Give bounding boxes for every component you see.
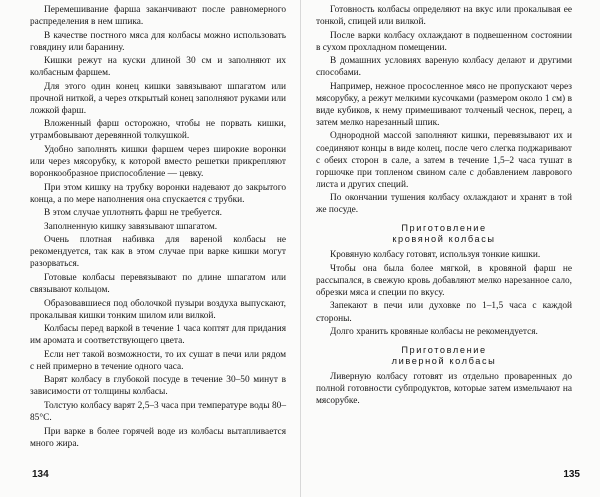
paragraph: Заполненную кишку завязывают шпагатом. bbox=[44, 221, 218, 232]
paragraph: Вложенный фарш осторожно, чтобы не порвать кишки, утрамбовывают деревянной толкушкой. bbox=[30, 119, 286, 142]
right-page bbox=[300, 0, 600, 497]
paragraph: Однородной массой заполняют кишки, перевязывают их и соединяют концы в виде колец, после чего слегка поджаривают с обеих сторон в сале, а затем в течение 1,5–2 часа тушат в горшочке при топленом свином сале с добавлением лаврового листа и других специй. bbox=[316, 131, 572, 190]
paragraph: Удобно заполнять кишки фаршем через широкие воронки или через мясорубку, к которой вместо решетки прикрепляют воронкообразное приспособление — цевку. bbox=[30, 145, 286, 180]
paragraph: При этом кишку на трубку воронки надевают до закрытого конца, а по мере наполнения она спускается с трубки. bbox=[30, 182, 286, 205]
right-text-column bbox=[316, 4, 572, 457]
paragraph: Перемешивание фарша заканчивают после равномерного распределения в нем шпика. bbox=[30, 5, 286, 28]
paragraph: Для этого один конец кишки завязывают шпагатом или прочной ниткой, а через открытый конец заполняют руками или ложкой фарш. bbox=[30, 81, 286, 116]
paragraph: После варки колбасу охлаждают в подвешенном состоянии в сухом прохладном помещении. bbox=[316, 30, 572, 53]
paragraph: Толстую колбасу варят 2,5–3 часа при температуре воды 80–85°С. bbox=[30, 400, 286, 423]
section-heading-liver-sausage: Приготовление bbox=[401, 345, 487, 356]
paragraph: Кишки режут на куски длиной 30 см и заполняют их колбасным фаршем. bbox=[30, 56, 286, 79]
paragraph: Готовность колбасы определяют на вкус или прокалывая ее тонкой, спицей или вилкой. bbox=[316, 5, 572, 28]
paragraph: В качестве постного мяса для колбасы можно использовать говядину или баранину. bbox=[30, 30, 286, 53]
paragraph: Например, нежное прососленное мясо не пропускают через мясорубку, а режут мелкими кусочками (размером около 1 см) в виде кубиков, к нему примешивают толченый чеснок, перец, а затем мелко нарезанный шпик. bbox=[316, 81, 572, 128]
paragraph: Кровяную колбасу готовят, используя тонкие кишки. bbox=[330, 250, 541, 261]
paragraph: Образовавшиеся под оболочкой пузыри воздуха выпускают, прокалывая кишки тонким шилом или вилкой. bbox=[30, 298, 286, 321]
paragraph: Долго хранить кровяные колбасы не рекомендуется. bbox=[330, 327, 538, 338]
paragraph: Варят колбасу в глубокой посуде в течение 30–50 минут в зависимости от толщины колбасы. bbox=[30, 375, 286, 398]
paragraph: Чтобы она была более мягкой, в кровяной фарш не рассыпался, в свежую кровь добавляют мелко нарезанное сало, обрезки мяса и специи по вкусу. bbox=[316, 263, 572, 298]
paragraph: Если нет такой возможности, то их сушат в печи или рядом с ней примерно в течение одного часа. bbox=[30, 349, 286, 372]
paragraph: Ливерную колбасу готовят из отдельно проваренных до полной готовности субпродуктов, которые затем измельчают на мясорубке. bbox=[316, 372, 572, 407]
section-heading-blood-sausage: Приготовление bbox=[401, 223, 487, 234]
section-subheading-blood-sausage: кровяной колбасы bbox=[392, 234, 496, 245]
paragraph: Колбасы перед варкой в течение 1 часа коптят для придания им аромата и соответствующего цвета. bbox=[30, 324, 286, 347]
paragraph: Запекают в печи или духовке по 1–1,5 часа с каждой стороны. bbox=[316, 301, 572, 324]
section-subheading-liver-sausage: ливерной колбасы bbox=[391, 356, 497, 367]
paragraph: При варке в более горячей воде из колбасы вытапливается много жира. bbox=[30, 426, 286, 449]
paragraph: По окончании тушения колбасу охлаждают и хранят в той же посуде. bbox=[316, 193, 572, 216]
paragraph: Готовые колбасы перевязывают по длине шпагатом или связывают кольцом. bbox=[30, 272, 286, 296]
paragraph: В домашних условиях вареную колбасу делают и другими способами. bbox=[316, 56, 572, 79]
paragraph: В этом случае уплотнять фарш не требуется. bbox=[44, 208, 223, 219]
left-text-column bbox=[30, 4, 286, 457]
page-number-right: 135 bbox=[563, 469, 580, 480]
page-number-left: 134 bbox=[32, 469, 49, 480]
paragraph: Очень плотная набивка для вареной колбасы не рекомендуется, так как в этом случае при варке кишки могут разорваться. bbox=[30, 235, 286, 270]
